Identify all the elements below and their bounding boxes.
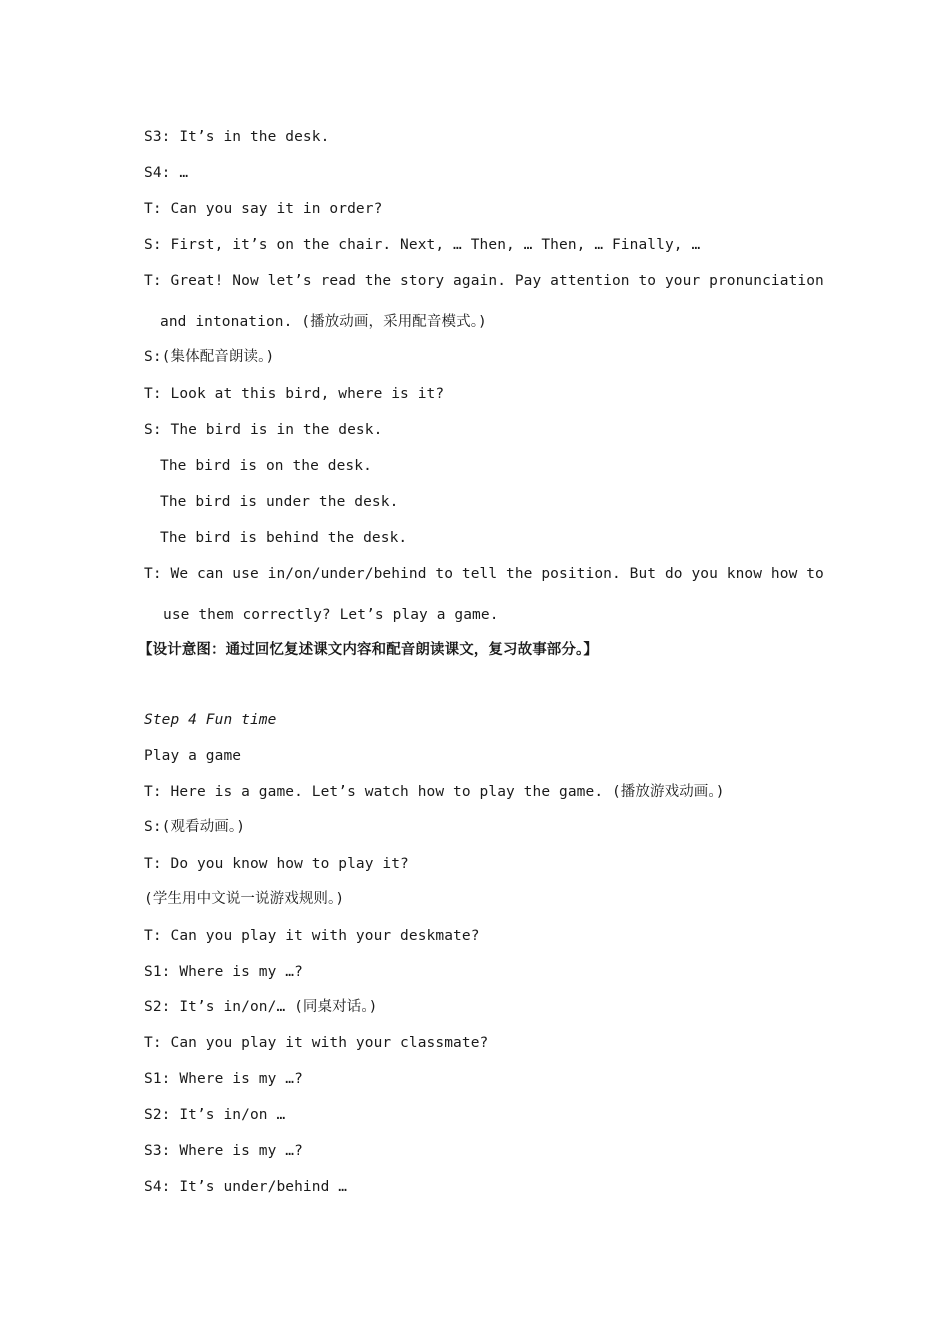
dialogue-line: S4: It’s under/behind … xyxy=(144,1179,348,1195)
dialogue-line: T: Can you say it in order? xyxy=(144,201,383,217)
dialogue-line: T: Here is a game. Let’s watch how to play the game. (播放游戏动画。) xyxy=(144,784,725,800)
dialogue-line: S4: … xyxy=(144,165,189,181)
dialogue-line-continuation: The bird is behind the desk. xyxy=(160,530,408,546)
dialogue-line-continuation: The bird is on the desk. xyxy=(160,458,372,474)
dialogue-line: T: Can you play it with your deskmate? xyxy=(144,928,480,944)
dialogue-line-continuation: The bird is under the desk. xyxy=(160,494,399,510)
dialogue-line: T: Look at this bird, where is it? xyxy=(144,386,445,402)
design-intent-note: 【设计意图：通过回忆复述课文内容和配音朗读课文，复习故事部分。】 xyxy=(138,642,598,658)
dialogue-line: S: The bird is in the desk. xyxy=(144,422,383,438)
dialogue-line: T: Do you know how to play it? xyxy=(144,856,409,872)
dialogue-line: S3: It’s in the desk. xyxy=(144,129,330,145)
dialogue-line-continuation: and intonation. (播放动画，采用配音模式。) xyxy=(160,314,487,330)
section-heading: Step 4 Fun time xyxy=(144,712,277,728)
dialogue-line: S2: It’s in/on/… (同桌对话。) xyxy=(144,999,378,1015)
dialogue-line: S1: Where is my …? xyxy=(144,964,303,980)
dialogue-line: T: Can you play it with your classmate? xyxy=(144,1035,489,1051)
dialogue-line: S:(观看动画。) xyxy=(144,819,246,835)
activity-title: Play a game xyxy=(144,748,242,764)
dialogue-line-continuation: use them correctly? Let’s play a game. xyxy=(163,607,499,623)
dialogue-line: S: First, it’s on the chair. Next, … Then, … Then, … Finally, … xyxy=(144,237,701,253)
dialogue-line: T: Great! Now let’s read the story again. Pay attention to your pronunciation xyxy=(144,273,824,289)
dialogue-line: S2: It’s in/on … xyxy=(144,1107,286,1123)
dialogue-line: S:(集体配音朗读。) xyxy=(144,349,275,365)
dialogue-line: T: We can use in/on/under/behind to tell the position. But do you know how to xyxy=(144,566,824,582)
dialogue-line: S1: Where is my …? xyxy=(144,1071,303,1087)
dialogue-line: S3: Where is my …? xyxy=(144,1143,303,1159)
dialogue-line: (学生用中文说一说游戏规则。) xyxy=(144,891,345,907)
